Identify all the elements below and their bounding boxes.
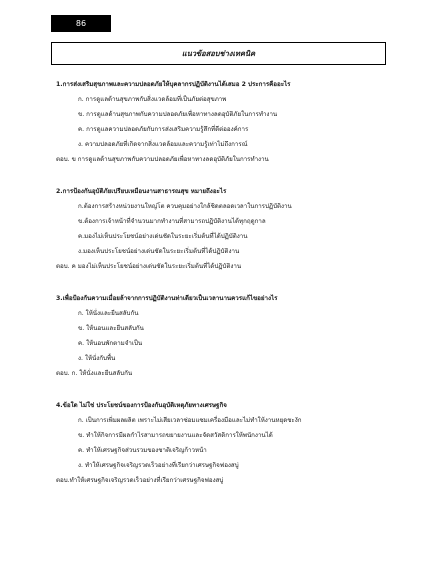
question-4 [56,401,396,485]
choice-b: ข. ทำให้กิจการมีผลกำไรสามารถขยายงานและจัดสวัสดิการให้พนักงานได้ [78,432,273,439]
page-title: แนวข้อสอบช่างเทคนิค [51,42,386,65]
choice-a: ก.ต้องการสร้างหน่วยงานใหญ่โต ควบคุมอย่างใกล้ชิดตลอดเวลาในการปฏิบัติงาน [78,203,292,210]
choice-d: ง. ทำให้เศรษฐกิจเจริญรวดเร็วอย่างที่เรียกว่าเศรษฐกิจฟองสบู่ [78,462,239,469]
choice-b: ข. การดูแลด้านสุขภาพกับความปลอดภัยเพื่อหาทางลดอุบัติภัยในการทำงาน [78,111,278,118]
spacer [56,164,396,187]
choice-a: ก. การดูแลด้านสุขภาพกับสิ่งแวดล้อมที่เป็นภัยต่อสุขภาพ [78,96,227,103]
question-text: 3.เพื่อป้องกันความเมื่อยล้าจากการปฏิบัติงานท่าเดียวเป็นเวลานานควรแก้ไขอย่างไร [56,295,278,302]
choice-d: ง.มองเห็นประโยชน์อย่างเด่นชัดในระยะเริ่มต้นที่ได้ปฏิบัติงาน [78,248,240,255]
page-number: 86 [51,15,111,32]
question-list [56,80,396,485]
choice-b: ข. ให้นอนและยืนสลับกัน [78,325,144,332]
answer-text: ตอบ.ทำให้เศรษฐกิจเจริญรวดเร็วอย่างที่เรียกว่าเศรษฐกิจฟองสบู่ [56,477,224,484]
question-text: 1.การส่งเสริมสุขภาพและความปลอดภัยให้บุคลากรปฏิบัติงานได้เสมอ 2 ประการคืออะไร [56,81,291,88]
question-text: 4.ข้อใด ไม่ใช่ ประโยชน์ของการป้องกันอุบัติเหตุภัยทางเศรษฐกิจ [56,402,227,409]
question-1 [56,80,396,164]
answer-text: ตอบ. ค มองไม่เห็นประโยชน์อย่างเด่นชัดในระยะเริ่มต้นที่ได้ปฏิบัติงาน [56,263,242,270]
choice-c: ค. ให้นอนพักตามจำเป็น [78,340,143,347]
spacer [56,271,396,294]
choice-c: ค.มองไม่เห็นประโยชน์อย่างเด่นชัดในระยะเริ่มต้นที่ได้ปฏิบัติงาน [78,233,248,240]
choice-d: ง. ความปลอดภัยที่เกิดจากสิ่งแวดล้อมและความรู้เท่าไม่ถึงการณ์ [78,141,248,148]
choice-a: ก. เป็นการเพิ่มผลผลิต เพราะไม่เสียเวลาซ่อมแซมเครื่องมือและไม่ทำให้งานหยุดชะงัก [78,417,302,424]
choice-c: ค. การดูแลความปลอดภัยกับการส่งเสริมความรู้สึกที่ดีต่อองค์การ [78,126,249,133]
choice-a: ก. ให้นั่งและยืนสลับกัน [78,310,139,317]
choice-c: ค. ทำให้เศรษฐกิจส่วนรวมของชาติเจริญก้าวหน้า [78,447,207,454]
question-text: 2.การป้องกันอุบัติภัยเปรียบเหมือนงานสาธารณสุข หมายถึงอะไร [56,188,227,195]
spacer [56,378,396,401]
answer-text: ตอบ. ข การดูแลด้านสุขภาพกับความปลอดภัยเพื่อหาทางลดอุบัติภัยในการทำงาน [56,156,269,163]
choice-d: ง. ให้นั่งกับพื้น [78,355,116,362]
choice-b: ข.ต้องการเจ้าหน้าที่จำนวนมากทำงานที่สามารถปฏิบัติงานได้ทุกฤดูกาล [78,218,266,225]
answer-text: ตอบ. ก. ให้นั่งและยืนสลับกัน [56,370,133,377]
question-2 [56,187,396,271]
question-3 [56,294,396,378]
